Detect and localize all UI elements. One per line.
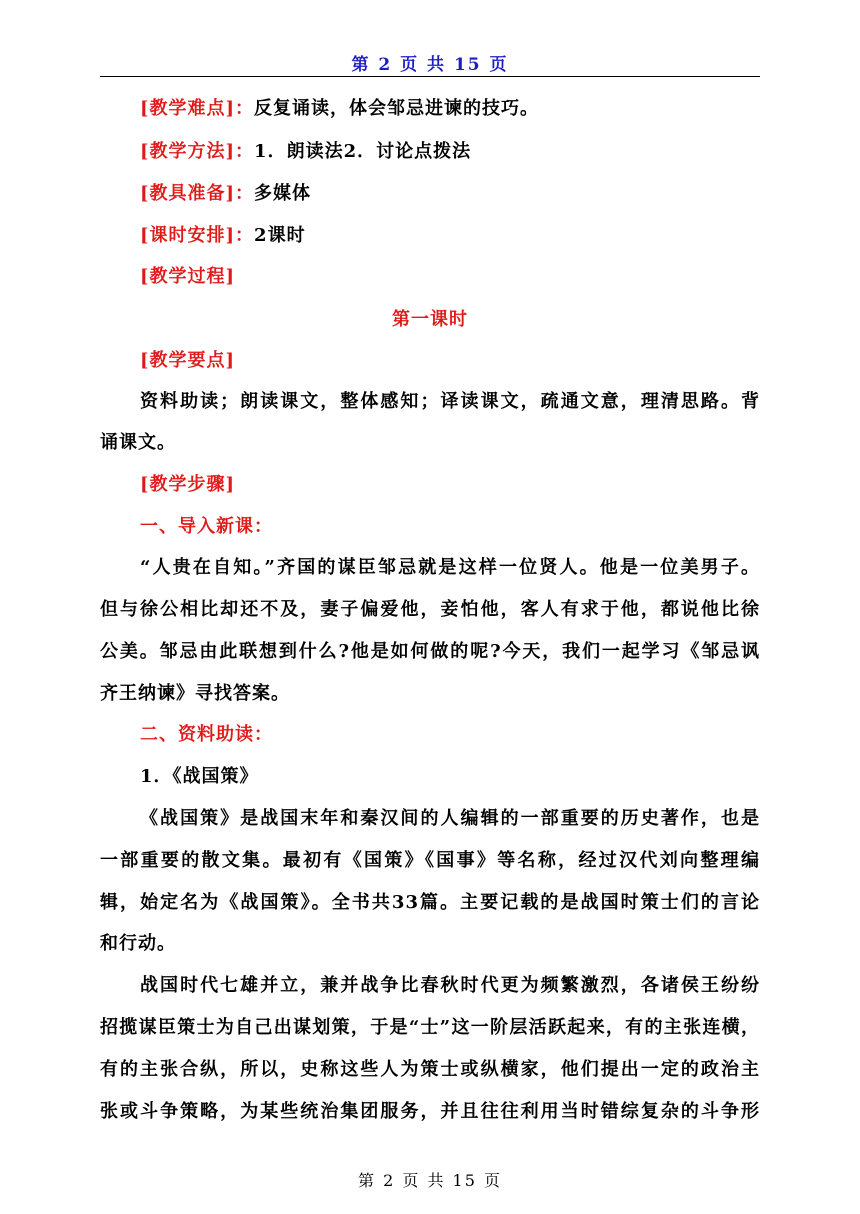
steps-heading: [教学步骤] bbox=[140, 474, 236, 495]
section1-line: 但与徐公相比却还不及，妻子偏爱他，妾怕他，客人有求于他，都说他比徐 bbox=[100, 599, 760, 620]
para2-line: 张或斗争策略，为某些统治集团服务，并且往往利用当时错综复杂的斗争形 bbox=[100, 1101, 760, 1122]
key-points-heading: [教学要点] bbox=[140, 350, 236, 371]
meta-sep: ： bbox=[235, 98, 255, 119]
meta-tag: [教学难点] bbox=[140, 98, 236, 119]
para1-line: 一部重要的散文集。最初有《国策》《国事》等名称，经过汉代刘向整理编 bbox=[100, 850, 760, 871]
meta-tools bbox=[140, 179, 760, 205]
meta-tag: [教学方法] bbox=[140, 141, 236, 162]
meta-process bbox=[140, 262, 760, 288]
key-points-line: 资料助读；朗读课文，整体感知；译读课文，疏通文意，理清思路。背 bbox=[140, 391, 760, 412]
meta-sep: ： bbox=[235, 183, 255, 204]
para1-line: 辑，始定名为《战国策》。全书共33篇。主要记载的是战国时策士们的言论 bbox=[100, 892, 760, 913]
header-divider bbox=[100, 76, 760, 77]
meta-tag: [教学过程] bbox=[140, 266, 236, 287]
para2-line: 战国时代七雄并立，兼并战争比春秋时代更为频繁激烈，各诸侯王纷纷 bbox=[140, 975, 760, 996]
meta-tag: [教具准备] bbox=[140, 183, 236, 204]
section1-line: 公美。邹忌由此联想到什么?他是如何做的呢?今天，我们一起学习《邹忌讽 bbox=[100, 641, 760, 662]
meta-tag: [课时安排] bbox=[140, 225, 236, 246]
lesson-title: 第一课时 bbox=[392, 309, 468, 330]
para2-line: 有的主张合纵，所以，史称这些人为策士或纵横家，他们提出一定的政治主 bbox=[100, 1059, 760, 1080]
section1-heading: 一、导入新课： bbox=[140, 516, 273, 537]
para2-line: 招揽谋臣策士为自己出谋划策，于是“士”这一阶层活跃起来，有的主张连横， bbox=[100, 1017, 760, 1038]
item1-title: 1．《战国策》 bbox=[140, 766, 259, 787]
meta-difficulty bbox=[140, 94, 760, 120]
meta-sep: ： bbox=[235, 225, 255, 246]
section2-heading: 二、资料助读： bbox=[140, 724, 273, 745]
meta-text: 1．朗读法2．讨论点拨法 bbox=[254, 141, 472, 162]
meta-text: 反复诵读，体会邹忌进谏的技巧。 bbox=[254, 98, 540, 119]
page-header: 第 2 页 共 15 页 bbox=[351, 55, 509, 75]
meta-text: 多媒体 bbox=[254, 183, 312, 204]
meta-schedule bbox=[140, 221, 760, 247]
page-footer: 第 2 页 共 15 页 bbox=[358, 1171, 502, 1190]
meta-method bbox=[140, 137, 760, 163]
meta-text: 2课时 bbox=[254, 225, 306, 246]
para1-line: 《战国策》是战国末年和秦汉间的人编辑的一部重要的历史著作，也是 bbox=[140, 808, 760, 829]
section1-line: 齐王纳谏》寻找答案。 bbox=[100, 683, 290, 704]
meta-sep: ： bbox=[235, 141, 255, 162]
section1-line: “人贵在自知。”齐国的谋臣邹忌就是这样一位贤人。他是一位美男子。 bbox=[140, 557, 760, 578]
key-points-line: 诵课文。 bbox=[100, 432, 176, 453]
para1-line: 和行动。 bbox=[100, 933, 176, 954]
